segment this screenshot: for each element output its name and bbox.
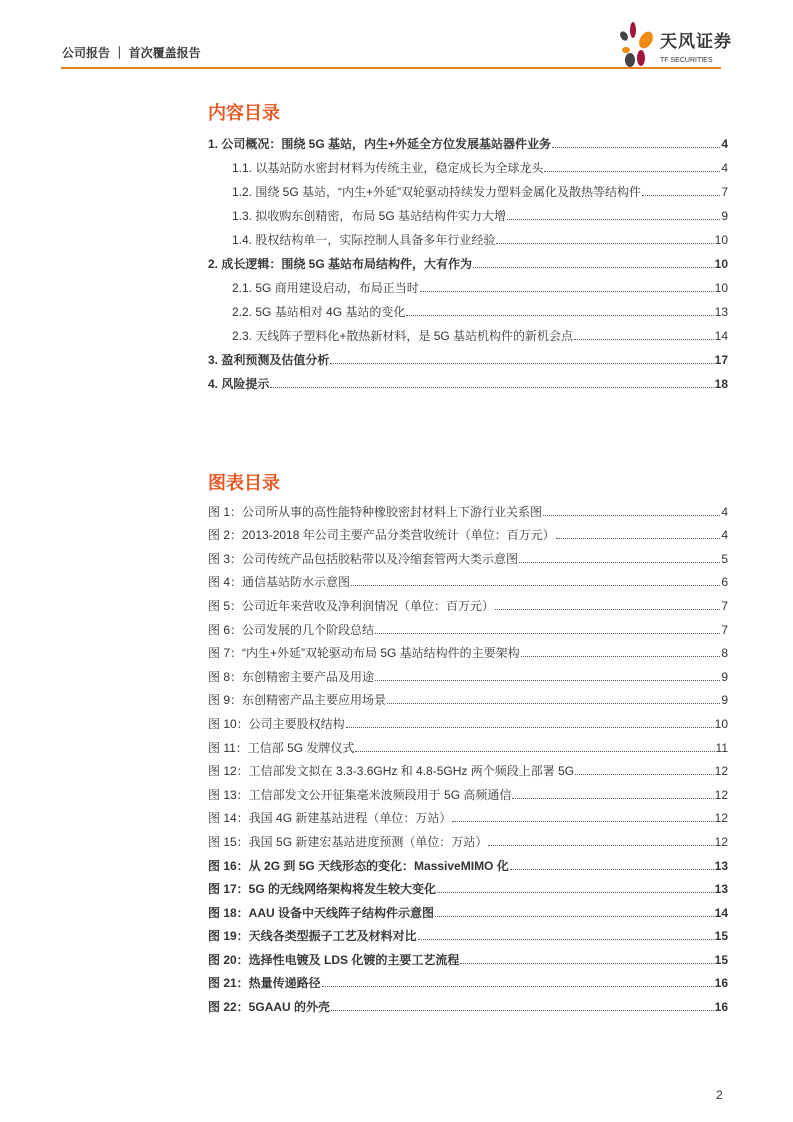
figure-entry[interactable] xyxy=(208,779,728,803)
figure-entry[interactable] xyxy=(208,543,728,567)
entry-page: 13 xyxy=(714,858,728,873)
figures-title: 图表目录 xyxy=(208,473,280,493)
entry-label: 1.1. 以基站防水密封材料为传统主业，稳定成长为全球龙头 xyxy=(232,161,544,175)
figure-entry[interactable] xyxy=(208,614,728,638)
entry-label: 2.2. 5G 基站相对 4G 基站的变化 xyxy=(232,305,406,319)
dot-leader xyxy=(375,679,720,681)
figure-entry[interactable] xyxy=(208,921,728,945)
entry-page: 10 xyxy=(714,716,728,731)
dot-leader xyxy=(437,891,714,893)
dot-leader xyxy=(270,386,713,388)
entry-page: 14 xyxy=(714,329,728,343)
toc-entry[interactable] xyxy=(208,248,728,272)
dot-leader xyxy=(375,632,720,634)
dot-leader xyxy=(346,726,714,728)
entry-label: 图 6：公司发展的几个阶段总结 xyxy=(208,622,375,637)
entry-label: 图 20：选择性电镀及 LDS 化镀的主要工艺流程 xyxy=(208,952,460,967)
figure-entry[interactable] xyxy=(208,803,728,827)
entry-label: 2. 成长逻辑：围绕 5G 基站布局结构件，大有作为 xyxy=(208,257,473,271)
entry-page: 10 xyxy=(714,233,728,247)
entry-page: 10 xyxy=(714,281,728,295)
toc-entry[interactable] xyxy=(208,320,728,344)
entry-page: 4 xyxy=(721,161,728,175)
entry-page: 7 xyxy=(721,598,728,613)
entry-label: 2.3. 天线阵子塑料化+散热新材料，是 5G 基站机构件的新机会点 xyxy=(232,329,574,343)
dot-leader xyxy=(521,655,721,657)
dot-leader xyxy=(330,362,713,364)
dot-leader xyxy=(322,985,714,987)
entry-page: 12 xyxy=(714,787,728,802)
toc-entry[interactable] xyxy=(208,200,728,224)
entry-label: 图 12：工信部发文拟在 3.3-3.6GHz 和 4.8-5GHz 两个频段上部署 5G xyxy=(208,764,575,779)
figure-entry[interactable] xyxy=(208,968,728,992)
entry-page: 11 xyxy=(715,740,728,755)
dot-leader xyxy=(488,844,713,846)
entry-label: 图 4：通信基站防水示意图 xyxy=(208,575,351,590)
figure-entry[interactable] xyxy=(208,661,728,685)
entry-label: 2.1. 5G 商用建设启动，布局正当时 xyxy=(232,281,419,295)
entry-page: 6 xyxy=(721,575,728,590)
dot-leader xyxy=(473,266,714,268)
dot-leader xyxy=(574,338,714,340)
entry-page: 18 xyxy=(714,377,728,391)
entry-page: 12 xyxy=(714,764,728,779)
entry-label: 1.2. 围绕 5G 基站，“内生+外延”双轮驱动持续发力塑料金属化及散热等结构件 xyxy=(232,185,642,199)
entry-page: 13 xyxy=(714,305,728,319)
figure-entry[interactable] xyxy=(208,590,728,614)
figure-entry[interactable] xyxy=(208,567,728,591)
entry-label: 图 13：工信部发文公开征集毫米波频段用于 5G 高频通信 xyxy=(208,787,512,802)
entry-label: 图 5：公司近年来营收及净利润情况（单位：百万元） xyxy=(208,598,495,613)
figure-entry[interactable] xyxy=(208,874,728,898)
entry-label: 图 15：我国 5G 新建宏基站进度预测（单位：万站） xyxy=(208,834,488,849)
figure-entry[interactable] xyxy=(208,732,728,756)
entry-page: 4 xyxy=(721,137,728,151)
dot-leader xyxy=(496,242,713,244)
entry-label: 图 14：我国 4G 新建基站进程（单位：万站） xyxy=(208,811,452,826)
dot-leader xyxy=(495,608,720,610)
entry-page: 5 xyxy=(721,551,728,566)
figure-entry[interactable] xyxy=(208,850,728,874)
toc-list xyxy=(208,128,728,392)
entry-label: 3. 盈利预测及估值分析 xyxy=(208,353,330,367)
dot-leader xyxy=(420,290,714,292)
dot-leader xyxy=(556,537,721,539)
dot-leader xyxy=(575,773,714,775)
entry-page: 9 xyxy=(721,669,728,684)
toc-entry[interactable] xyxy=(208,128,728,152)
dot-leader xyxy=(510,868,714,870)
dot-leader xyxy=(351,584,720,586)
toc-entry[interactable] xyxy=(208,344,728,368)
entry-page: 7 xyxy=(721,185,728,199)
toc-entry[interactable] xyxy=(208,296,728,320)
figure-entry[interactable] xyxy=(208,944,728,968)
entry-page: 7 xyxy=(721,622,728,637)
entry-label: 图 21：热量传递路径 xyxy=(208,976,321,991)
entry-page: 15 xyxy=(714,952,728,967)
toc-entry[interactable] xyxy=(208,176,728,200)
report-type: 公司报告 ｜ 首次覆盖报告 xyxy=(62,46,201,60)
entry-page: 14 xyxy=(714,905,728,920)
dot-leader xyxy=(355,750,714,752)
dot-leader xyxy=(507,218,720,220)
entry-label: 图 7：“内生+外延”双轮驱动布局 5G 基站结构件的主要架构 xyxy=(208,646,520,661)
entry-label: 图 11：工信部 5G 发牌仪式 xyxy=(208,740,355,755)
entry-label: 图 9：东创精密产品主要应用场景 xyxy=(208,693,387,708)
entry-page: 16 xyxy=(714,1000,728,1015)
toc-entry[interactable] xyxy=(208,152,728,176)
entry-label: 图 22：5GAAU 的外壳 xyxy=(208,1000,331,1015)
figure-entry[interactable] xyxy=(208,520,728,544)
tf-securities-logo-icon xyxy=(618,20,658,68)
figure-entry[interactable] xyxy=(208,897,728,921)
figure-entry[interactable] xyxy=(208,496,728,520)
entry-label: 图 18：AAU 设备中天线阵子结构件示意图 xyxy=(208,905,435,920)
entry-label: 图 16：从 2G 到 5G 天线形态的变化：MassiveMIMO 化 xyxy=(208,858,509,873)
dot-leader xyxy=(331,1009,714,1011)
entry-label: 1.4. 股权结构单一，实际控制人具备多年行业经验 xyxy=(232,233,496,247)
logo-text-cn: 天风证券 xyxy=(660,32,732,51)
toc-entry[interactable] xyxy=(208,224,728,248)
toc-entry[interactable] xyxy=(208,368,728,392)
entry-page: 12 xyxy=(714,834,728,849)
entry-page: 15 xyxy=(714,929,728,944)
entry-label: 1. 公司概况：围绕 5G 基站，内生+外延全方位发展基站器件业务 xyxy=(208,137,552,151)
figure-entry[interactable] xyxy=(208,685,728,709)
entry-label: 图 1：公司所从事的高性能特种橡胶密封材料上下游行业关系图 xyxy=(208,504,543,519)
entry-page: 16 xyxy=(714,976,728,991)
entry-label: 图 2：2013-2018 年公司主要产品分类营收统计（单位：百万元） xyxy=(208,528,555,543)
entry-page: 8 xyxy=(721,646,728,661)
entry-page: 4 xyxy=(721,528,728,543)
toc-entry[interactable] xyxy=(208,272,728,296)
entry-page: 9 xyxy=(721,209,728,223)
entry-page: 12 xyxy=(714,811,728,826)
figure-entry[interactable] xyxy=(208,708,728,732)
entry-page: 9 xyxy=(721,693,728,708)
entry-label: 1.3. 拟收购东创精密，布局 5G 基站结构件实力大增 xyxy=(232,209,507,223)
figure-entry[interactable] xyxy=(208,826,728,850)
entry-label: 图 8：东创精密主要产品及用途 xyxy=(208,669,375,684)
dot-leader xyxy=(512,797,713,799)
figures-list xyxy=(208,496,728,1015)
dot-leader xyxy=(460,962,713,964)
entry-page: 17 xyxy=(714,353,728,367)
entry-page: 13 xyxy=(714,882,728,897)
dot-leader xyxy=(642,194,720,196)
figure-entry[interactable] xyxy=(208,991,728,1015)
entry-page: 10 xyxy=(714,257,728,271)
entry-label: 图 10：公司主要股权结构 xyxy=(208,716,345,731)
dot-leader xyxy=(418,938,714,940)
dot-leader xyxy=(435,915,714,917)
figure-entry[interactable] xyxy=(208,638,728,662)
entry-label: 图 17：5G 的无线网络架构将发生较大变化 xyxy=(208,882,437,897)
dot-leader xyxy=(452,820,713,822)
dot-leader xyxy=(543,514,720,516)
entry-label: 4. 风险提示 xyxy=(208,377,270,391)
entry-page: 4 xyxy=(721,504,728,519)
entry-label: 图 19：天线各类型振子工艺及材料对比 xyxy=(208,929,417,944)
entry-label: 图 3：公司传统产品包括胶粘带以及冷缩套管两大类示意图 xyxy=(208,551,519,566)
dot-leader xyxy=(544,170,720,172)
dot-leader xyxy=(387,702,720,704)
dot-leader xyxy=(406,314,713,316)
page-number: 2 xyxy=(716,1088,723,1102)
figure-entry[interactable] xyxy=(208,756,728,780)
dot-leader xyxy=(519,561,720,563)
dot-leader xyxy=(552,146,720,148)
toc-title: 内容目录 xyxy=(208,103,280,123)
logo-text-en: TF SECURITIES xyxy=(660,57,713,64)
